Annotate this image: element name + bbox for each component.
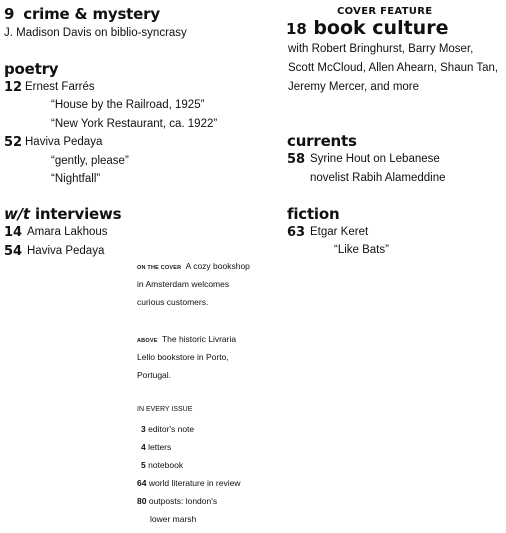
every-issue-item-3-text: notebook	[148, 460, 184, 470]
every-issue-item-1-number: 3	[141, 424, 146, 434]
cover-feature-line-2: Scott McCloud, Allen Ahearn, Shaun Tan,	[288, 62, 499, 74]
interviews-heading	[4, 205, 121, 223]
fiction-title: “Like Bats”	[334, 244, 389, 256]
currents-heading: currents	[287, 132, 357, 150]
poetry-entry-1-title-2: “New York Restaurant, ca. 1922”	[51, 118, 218, 130]
poetry-entry-2-title-2: “Nightfall”	[51, 173, 101, 185]
fiction-number: 63	[287, 225, 306, 240]
cover-feature-label: COVER FEATURE	[337, 6, 433, 17]
crime-description: J. Madison Davis on biblio-syncrasy	[4, 27, 187, 39]
every-issue-item-4	[137, 478, 241, 488]
every-issue-label: IN EVERY ISSUE	[137, 406, 193, 413]
interview-2-number: 54	[4, 244, 23, 259]
crime-heading	[4, 5, 160, 23]
every-issue-item-5-text: outposts: london's	[148, 496, 218, 506]
on-cover-label: ON THE COVER	[137, 265, 182, 271]
every-issue-item-5	[137, 496, 217, 506]
above-text-1: The historic Livraria	[161, 334, 237, 344]
above-label: ABOVE	[137, 338, 158, 344]
on-cover-text-1: A cozy bookshop	[185, 261, 250, 271]
cover-feature-line-3: Jeremy Mercer, and more	[288, 81, 420, 93]
every-issue-item-4-text: world literature in review	[148, 478, 241, 488]
on-cover-caption-line-2: in Amsterdam welcomes	[137, 279, 230, 289]
on-cover-caption-line-3: curious customers.	[137, 297, 209, 307]
interviews-heading-italic: w/t	[4, 205, 30, 223]
above-caption-line-3: Portugal.	[137, 370, 172, 380]
currents-line-1: Syrine Hout on Lebanese	[310, 153, 440, 165]
every-issue-item-3	[141, 460, 183, 470]
poetry-entry-2-title-1: “gently, please”	[51, 155, 129, 167]
interview-1-name: Amara Lakhous	[27, 226, 108, 238]
cover-feature-line-1: with Robert Bringhurst, Barry Moser,	[288, 43, 474, 55]
poetry-entry-2-number: 52	[4, 135, 23, 150]
every-issue-item-1	[141, 424, 194, 434]
every-issue-item-1-text: editor's note	[148, 424, 195, 434]
every-issue-item-2-number: 4	[141, 442, 146, 452]
poetry-entry-2-author: Haviva Pedaya	[25, 136, 103, 148]
cover-feature-heading	[286, 17, 448, 39]
currents-number: 58	[287, 152, 306, 167]
crime-heading-text: crime & mystery	[23, 5, 160, 23]
interviews-heading-rest: interviews	[29, 205, 122, 223]
above-caption-line-1	[137, 334, 236, 344]
every-issue-item-2-text: letters	[148, 442, 172, 452]
fiction-heading: fiction	[287, 205, 340, 223]
poetry-entry-1-title-1: “House by the Railroad, 1925”	[51, 99, 205, 111]
currents-line-2: novelist Rabih Alameddine	[310, 172, 446, 184]
on-cover-caption-line-1	[137, 261, 250, 271]
cover-feature-heading-text: book culture	[313, 17, 449, 39]
poetry-entry-1-number: 12	[4, 80, 23, 95]
cover-feature-number: 18	[286, 20, 307, 38]
every-issue-item-3-number: 5	[141, 460, 146, 470]
crime-page-number: 9	[4, 5, 15, 23]
poetry-entry-1-author: Ernest Farrés	[25, 81, 95, 93]
interview-2-name: Haviva Pedaya	[27, 245, 105, 257]
every-issue-item-4-number: 64	[137, 478, 147, 488]
above-caption-line-2: Lello bookstore in Porto,	[137, 352, 229, 362]
poetry-heading: poetry	[4, 60, 59, 78]
every-issue-item-5-continued: lower marsh	[150, 514, 197, 524]
fiction-author: Etgar Keret	[310, 226, 369, 238]
interview-1-number: 14	[4, 225, 23, 240]
every-issue-item-2	[141, 442, 171, 452]
every-issue-item-5-number: 80	[137, 496, 147, 506]
